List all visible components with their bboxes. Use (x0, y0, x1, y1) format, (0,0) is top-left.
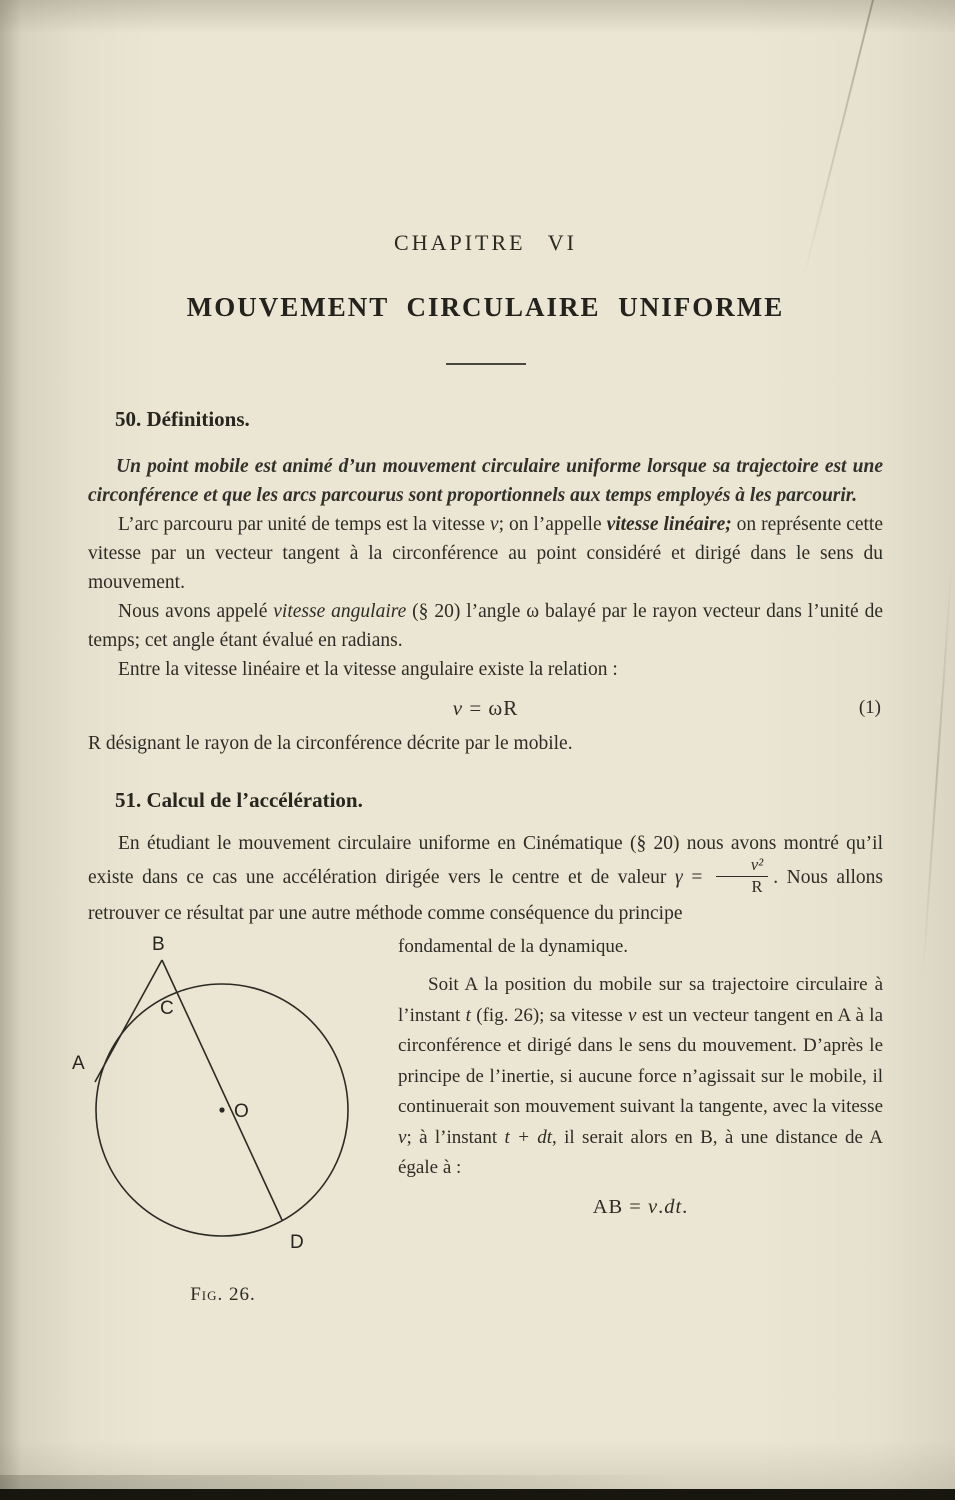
wrapped-text-column (382, 932, 883, 1306)
paragraph-rayon: R désignant le rayon de la circonférence décrite par le mobile. (88, 733, 573, 754)
point-label-D: D (290, 1231, 304, 1253)
chord-line-BD (162, 960, 282, 1220)
tangent-line-AB (95, 960, 162, 1082)
section-50-heading: 50. Définitions. (115, 407, 250, 431)
point-label-A: A (72, 1052, 85, 1074)
point-label-C: C (160, 997, 174, 1019)
section-51-heading: 51. Calcul de l’accélération. (115, 788, 363, 812)
paragraph-vitesse-lineaire: L’arc parcouru par unité de temps est la vitesse v; on l’appelle vitesse linéaire; on représente cette vitesse par un vecteur tangent à la circonférence au point considéré et dirigé dans le sens du mouvement. (88, 514, 883, 593)
definition-lead-paragraph: Un point mobile est animé d’un mouvement circulaire uniforme lorsque sa trajectoire est une circonférence et que les arcs parcourus sont proportionnels aux temps employés à les parcourir. (88, 456, 883, 506)
paragraph-fondamental: fondamental de la dynamique. (398, 935, 629, 957)
fraction-denominator: R (751, 876, 763, 896)
point-label-O: O (234, 1100, 249, 1122)
figure-caption: Fig. 26. (190, 1283, 256, 1305)
paragraph-acceleration-part2: . Nous allons retrouver ce résultat par une autre méthode comme conséquence du principe (88, 866, 884, 924)
paragraph-acceleration-part1: En étudiant le mouvement circulaire uniforme en Cinématique (§ 20) nous avons montré qu’il existe dans ce cas une accélération dirigée vers le centre et de valeur γ = (88, 833, 883, 888)
circle-diagram (64, 932, 382, 1280)
chapter-heading: CHAPITRE VI (394, 230, 577, 255)
scan-bottom-edge (0, 1489, 955, 1500)
center-point-O (219, 1107, 224, 1112)
equation-AB: AB = v.dt. (592, 1195, 689, 1218)
paragraph-soit-A: Soit A la position du mobile sur sa trajectoire circulaire à l’instant t (fig. 26); sa vitesse v est un vecteur tangent en A à la circonférence et dirigé dans le sens du mouvement. D’après le principe de l’inertie, si aucune force n’agissait sur le mobile, il continuerait son mouvement suivant la tangente, avec la vitesse v; à l’instant t + dt, il serait alors en B, à une distance de A égale à : (398, 974, 883, 1179)
scan-shadow (0, 1475, 688, 1489)
fraction-numerator: v² (716, 856, 768, 877)
title-divider (446, 363, 526, 365)
equation-1-body: v = ωR (452, 696, 519, 720)
equation-1 (88, 696, 883, 721)
point-label-B: B (152, 933, 165, 955)
figure-text-row (72, 932, 883, 1306)
chapter-title: MOUVEMENT CIRCULAIRE UNIFORME (186, 292, 785, 322)
paragraph-vitesse-angulaire: Nous avons appelé vitesse angulaire (§ 20) l’angle ω balayé par le rayon vecteur dans l’unité de temps; cet angle étant évalué en radians. (88, 601, 883, 651)
paragraph-relation: Entre la vitesse linéaire et la vitesse angulaire existe la relation : (118, 659, 618, 680)
paragraph-acceleration (88, 829, 883, 928)
equation-1-number: (1) (858, 697, 881, 718)
fraction-v2-over-R (716, 856, 768, 897)
figure-26 (64, 932, 382, 1306)
